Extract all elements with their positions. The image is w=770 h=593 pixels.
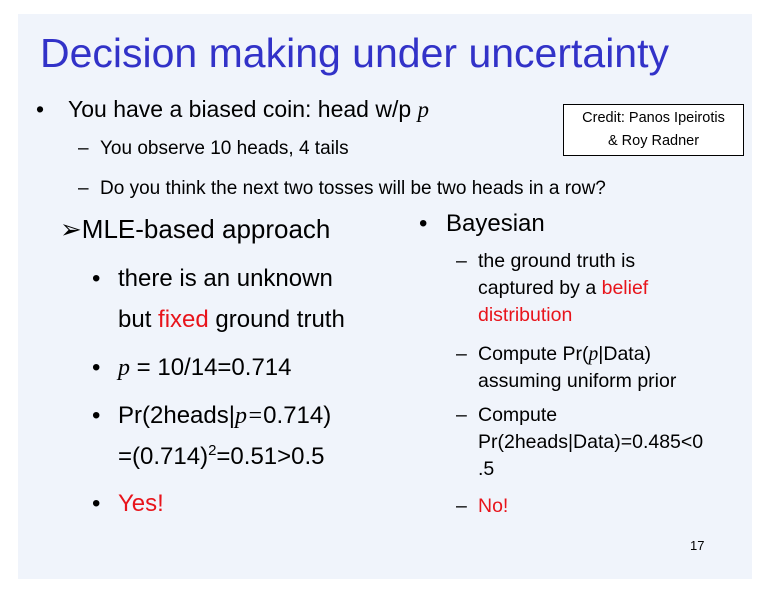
bayes-d2-line2: assuming uniform prior — [478, 370, 677, 392]
bayes-d3-line2: Pr(2heads|Data)=0.485<0 — [478, 431, 704, 453]
bayes-dash-1-line-2 — [478, 277, 648, 300]
bayes-d3-line3: .5 — [478, 458, 495, 480]
mle-b3-line2-post: =0.51>0.5 — [216, 443, 325, 470]
bullet-dot: • — [419, 210, 428, 237]
mle-yes: Yes! — [118, 490, 164, 517]
mle-bullet-3 — [92, 402, 331, 430]
bayes-d2-pre: Compute Pr( — [478, 343, 589, 365]
mle-b1-pre: but — [118, 306, 159, 333]
bullet-dash: – — [456, 495, 467, 517]
bullet-dot: • — [36, 96, 45, 122]
bullet-dot: • — [92, 490, 101, 517]
credit-line-1: Credit: Panos Ipeirotis — [582, 110, 725, 126]
mle-b3-eq: = — [246, 403, 264, 429]
bullet-dash: – — [78, 138, 89, 159]
mle-b3-post: 0.714) — [263, 402, 332, 429]
mle-heading-text: MLE-based approach — [81, 214, 331, 244]
bullet-sub-2 — [78, 178, 606, 200]
bullet-dash: – — [456, 250, 467, 272]
mle-bullet-1-line-2 — [118, 306, 345, 334]
mle-bullet-3-line-2 — [118, 442, 325, 471]
bullet-dash: – — [78, 178, 89, 199]
mle-b1-post: ground truth — [208, 306, 345, 333]
bayes-d1-distribution: distribution — [478, 304, 573, 326]
bayes-no: No! — [478, 495, 509, 517]
mle-bullet-1 — [92, 265, 333, 293]
mle-b1-fixed: fixed — [158, 306, 209, 333]
bayes-d1-line1: the ground truth is — [478, 250, 636, 272]
mle-b3-var: p — [234, 403, 247, 429]
bullet-dash: – — [456, 404, 467, 426]
bullet-dot: • — [92, 402, 101, 429]
credit-line-2: & Roy Radner — [607, 133, 700, 149]
bayes-d2-var: p — [588, 344, 599, 365]
mle-b3-sup: 2 — [208, 442, 217, 459]
credit-box — [563, 104, 744, 156]
mle-heading — [60, 214, 330, 245]
bullet-dot: • — [92, 354, 101, 381]
bayes-heading-text: Bayesian — [446, 210, 545, 237]
bullet-sub-2-text: Do you think the next two tosses will be two heads in a row? — [100, 178, 606, 199]
mle-b2-var: p — [118, 355, 130, 381]
mle-bullet-2 — [92, 354, 291, 382]
mle-b3-pre: Pr(2heads| — [118, 402, 235, 429]
bayes-dash-1 — [456, 250, 635, 273]
mle-b2-rest: = 10/14=0.714 — [130, 354, 292, 381]
bayes-d2-post: |Data) — [598, 343, 652, 365]
bayes-heading — [419, 210, 545, 238]
bullet-main-var: p — [417, 97, 430, 122]
mle-bullet-4 — [92, 490, 164, 518]
mle-b1-line1: there is an unknown — [118, 265, 333, 292]
bayes-dash-4 — [456, 495, 508, 518]
bayes-d1-pre: captured by a — [478, 277, 602, 299]
bullet-main — [36, 96, 429, 123]
bullet-sub-1-text: You observe 10 heads, 4 tails — [100, 138, 349, 159]
bayes-dash-2 — [456, 343, 651, 366]
page-number: 17 — [690, 538, 705, 553]
bullet-sub-1 — [78, 138, 349, 160]
bayes-d3-line1: Compute — [478, 404, 558, 426]
bullet-dash: – — [456, 343, 467, 365]
mle-b3-line2-pre: =(0.714) — [118, 443, 209, 470]
bayes-dash-3 — [456, 404, 557, 427]
arrow-bullet: ➢ — [60, 214, 82, 244]
slide-title: Decision making under uncertainty — [40, 30, 669, 76]
bullet-main-text: You have a biased coin: head w/p — [68, 96, 418, 122]
bayes-d1-belief: belief — [601, 277, 649, 299]
bullet-dot: • — [92, 265, 101, 292]
